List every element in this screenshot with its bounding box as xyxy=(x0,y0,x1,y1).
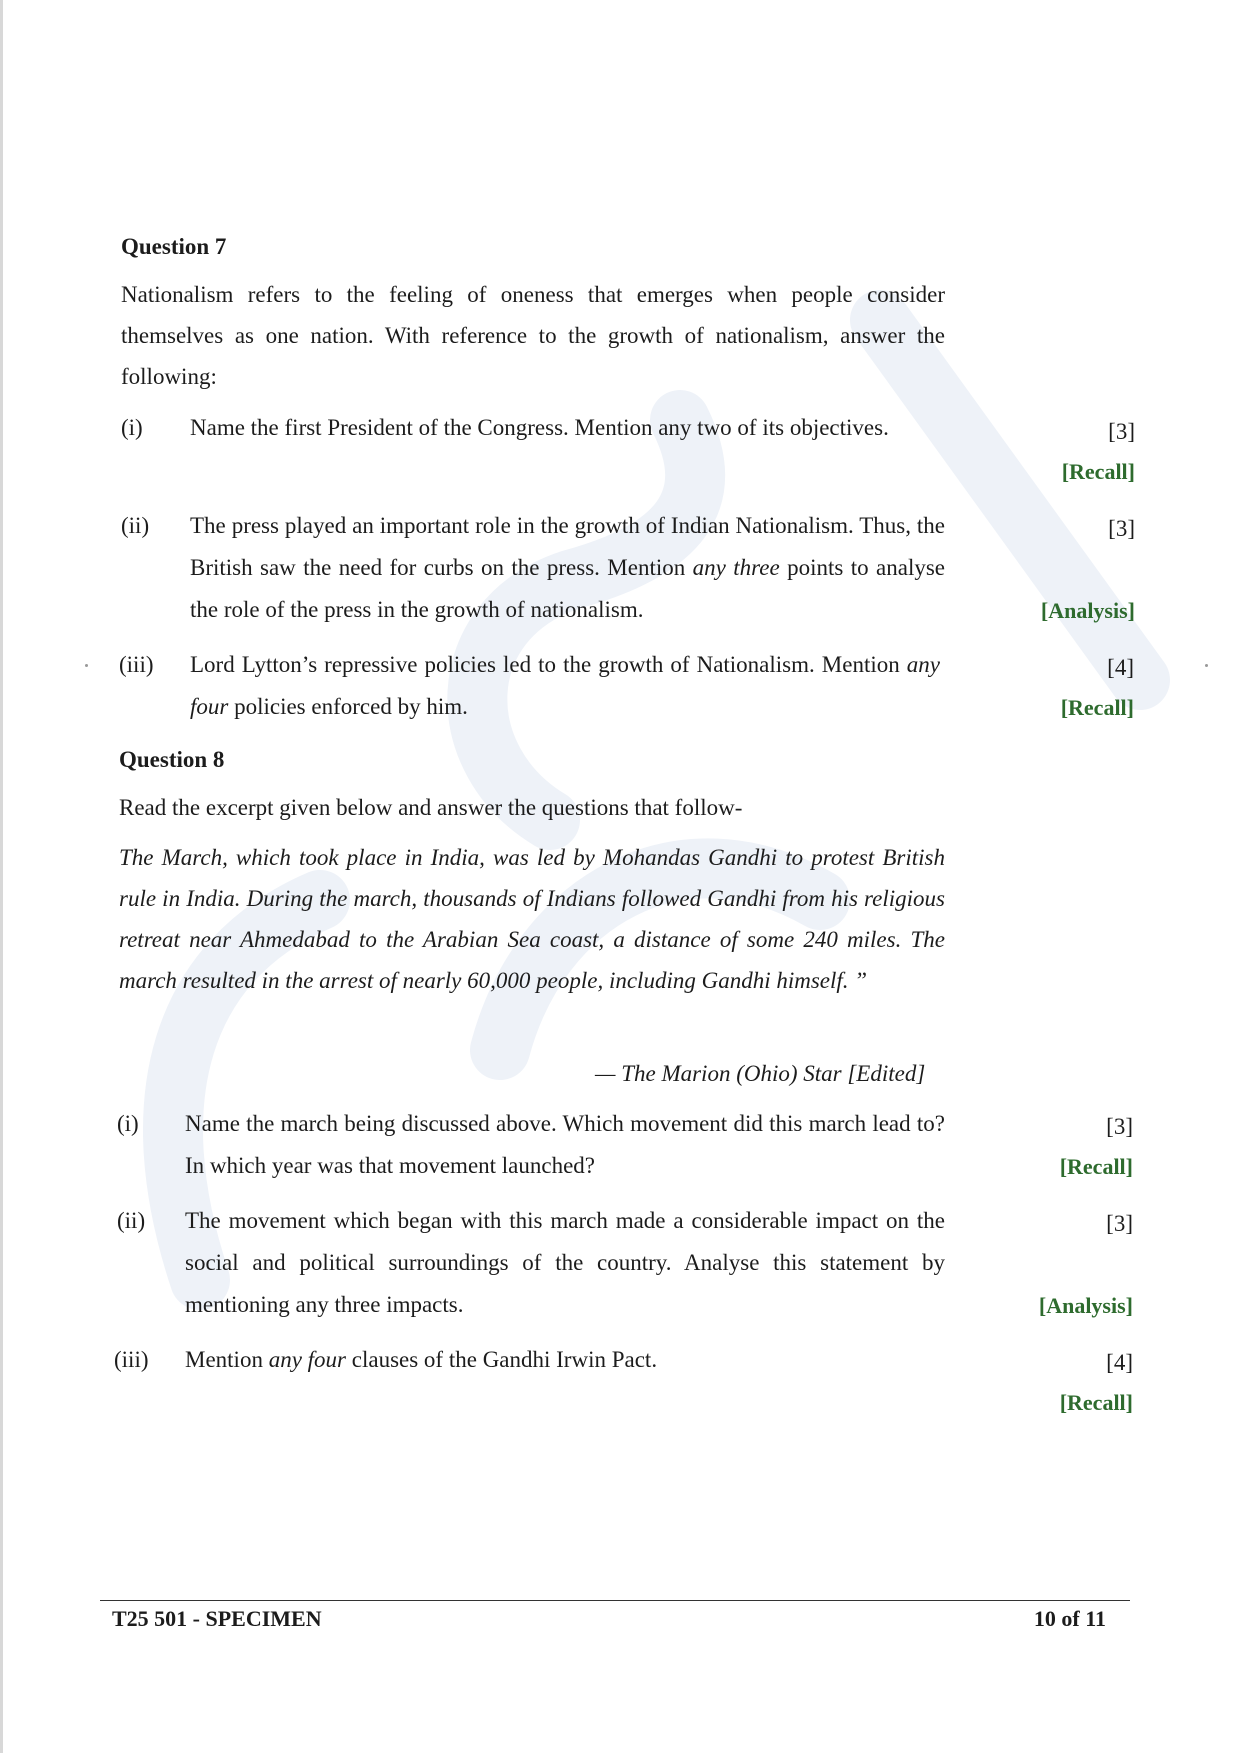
excerpt-source: — The Marion (Ohio) Star [Edited] xyxy=(595,1061,926,1086)
question-8-title: Question 8 xyxy=(119,747,225,772)
question-7-title: Question 7 xyxy=(121,234,227,259)
page-edge xyxy=(0,0,3,1753)
footer-paper-code: T25 501 - SPECIMEN xyxy=(112,1606,322,1631)
q7-item-1-number: (i) xyxy=(121,415,143,440)
q8-item-3-emphasis: any four xyxy=(268,1347,347,1372)
margin-dot-left xyxy=(85,664,88,667)
q7-item-2-text-b: points to analyse the role of the press in the growth of nationalism. xyxy=(190,555,945,622)
q7-item-2-text xyxy=(190,505,945,631)
q8-item-3-number: (iii) xyxy=(114,1347,149,1372)
q8-item-3-tag: [Recall] xyxy=(1059,1390,1133,1415)
q7-item-3-tag: [Recall] xyxy=(1060,695,1134,720)
q7-item-3-text xyxy=(190,644,940,728)
q8-item-1-marks: [3] xyxy=(1106,1114,1133,1139)
q7-item-3-number: (iii) xyxy=(119,652,154,677)
q8-item-3-text xyxy=(185,1339,945,1381)
q7-item-2-tag: [Analysis] xyxy=(1040,598,1135,623)
q7-item-1-text: Name the first President of the Congress. Mention any two of its objectives. xyxy=(190,415,889,440)
q7-item-2-marks: [3] xyxy=(1108,516,1135,541)
q8-item-3-marks: [4] xyxy=(1106,1350,1133,1375)
q8-item-3-text-a: Mention xyxy=(185,1347,269,1372)
question-8-source xyxy=(595,1060,925,1088)
q8-item-2-number: (ii) xyxy=(117,1208,146,1233)
q8-item-2-text: The movement which began with this march made a considerable impact on the social and political surroundings of the country. Analyse this statement by mentioning any three impacts. xyxy=(185,1208,945,1317)
q8-item-3-text-b: clauses of the Gandhi Irwin Pact. xyxy=(346,1347,658,1372)
footer-rule xyxy=(100,1600,1130,1601)
footer-page-number: 10 of 11 xyxy=(1033,1606,1106,1631)
question-7-intro: Nationalism refers to the feeling of oneness that emerges when people consider themselves as one nation. With reference to the growth of nationalism, answer the following: xyxy=(121,282,945,389)
q7-item-3-marks: [4] xyxy=(1107,655,1134,680)
q7-item-2-number: (ii) xyxy=(121,513,150,538)
q8-item-2-tag: [Analysis] xyxy=(1038,1293,1133,1318)
q7-item-2-text-a: The press played an important role in the growth of Indian Nationalism. Thus, the British saw the need for curbs on the press. Mention xyxy=(190,513,945,580)
q8-item-2-marks: [3] xyxy=(1106,1211,1133,1236)
margin-dot-right xyxy=(1205,664,1208,667)
q8-item-1-tag: [Recall] xyxy=(1059,1154,1133,1179)
q7-item-1-marks: [3] xyxy=(1108,419,1135,444)
q7-item-1-tag: [Recall] xyxy=(1061,459,1135,484)
q8-item-1-text: Name the march being discussed above. Which movement did this march lead to? In which year was that movement launched? xyxy=(185,1111,945,1178)
q7-item-2-emphasis: any three xyxy=(692,555,780,580)
q8-item-1-number: (i) xyxy=(117,1111,139,1136)
q7-item-3-emphasis: any four xyxy=(190,652,940,719)
question-8-excerpt: The March, which took place in India, was led by Mohandas Gandhi to protest British rule in India. During the march, thousands of Indians followed Gandhi from his religious retreat near Ahmedabad to the Arabian Sea coast, a distance of some 240 miles. The march resulted in the arrest of nearly 60,000 people, including Gandhi himself. ” xyxy=(119,845,945,993)
q7-item-3-text-b: policies enforced by him. xyxy=(228,694,468,719)
question-8-instruction: Read the excerpt given below and answer the questions that follow- xyxy=(119,795,743,820)
q7-item-3-text-a: Lord Lytton’s repressive policies led to the growth of Nationalism. Mention xyxy=(190,652,907,677)
